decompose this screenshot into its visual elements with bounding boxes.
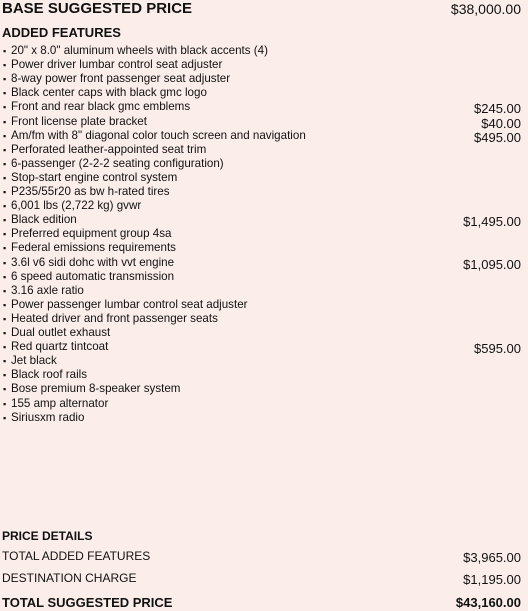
feature-text: Black roof rails: [11, 368, 88, 381]
feature-item: [3, 270, 174, 284]
feature-text: 155 amp alternator: [11, 397, 109, 410]
feature-item: [3, 199, 141, 213]
feature-item: [3, 354, 57, 368]
bullet-icon: ▪: [3, 300, 7, 310]
total-suggested-price-label: TOTAL SUGGESTED PRICE: [2, 595, 173, 610]
feature-item: [3, 44, 268, 58]
feature-item: [3, 115, 147, 129]
feature-text: Preferred equipment group 4sa: [11, 227, 172, 240]
feature-text: 6,001 lbs (2,722 kg) gvwr: [11, 199, 142, 212]
bullet-icon: ▪: [3, 243, 7, 253]
feature-item: [3, 129, 306, 143]
bullet-icon: ▪: [3, 117, 7, 127]
feature-item: [3, 227, 171, 241]
feature-item: [3, 86, 207, 100]
feature-text: P235/55r20 as bw h-rated tires: [11, 185, 170, 198]
total-suggested-price-row: [0, 595, 528, 611]
total-added-features-label: TOTAL ADDED FEATURES: [2, 549, 151, 563]
feature-item: [3, 312, 218, 326]
feature-item: [3, 368, 87, 382]
bullet-icon: ▪: [3, 356, 7, 366]
feature-text: Dual outlet exhaust: [11, 326, 111, 339]
feature-item: [3, 284, 84, 298]
added-features-title: ADDED FEATURES: [2, 25, 121, 40]
feature-text: Siriusxm radio: [11, 411, 85, 424]
feature-text: 3.16 axle ratio: [11, 284, 84, 297]
feature-text: Federal emissions requirements: [11, 241, 176, 254]
destination-charge-label: DESTINATION CHARGE: [2, 571, 137, 585]
bullet-icon: ▪: [3, 413, 7, 423]
feature-item: [3, 58, 222, 72]
base-price-label: BASE SUGGESTED PRICE: [2, 0, 193, 17]
bullet-icon: ▪: [3, 384, 7, 394]
bullet-icon: ▪: [3, 328, 7, 338]
feature-text: Power driver lumbar control seat adjuster: [11, 58, 223, 71]
feature-price: $1,495.00: [463, 214, 521, 229]
bullet-icon: ▪: [3, 370, 7, 380]
total-added-features-value: $3,965.00: [463, 550, 521, 565]
bullet-icon: ▪: [3, 60, 7, 70]
bullet-icon: ▪: [3, 314, 7, 324]
bullet-icon: ▪: [3, 46, 7, 56]
feature-item: [3, 185, 170, 199]
feature-text: Front license plate bracket: [11, 115, 147, 128]
bullet-icon: ▪: [3, 215, 7, 225]
feature-item: [3, 411, 84, 425]
bullet-icon: ▪: [3, 74, 7, 84]
feature-price: $595.00: [474, 341, 521, 356]
feature-price: $245.00: [474, 101, 521, 116]
feature-text: Black center caps with black gmc logo: [11, 86, 207, 99]
bullet-icon: ▪: [3, 272, 7, 282]
total-added-features-row: [0, 549, 528, 565]
feature-text: Front and rear black gmc emblems: [11, 100, 191, 113]
bullet-icon: ▪: [3, 286, 7, 296]
bullet-icon: ▪: [3, 342, 7, 352]
feature-text: 3.6l v6 sidi dohc with vvt engine: [11, 256, 175, 269]
feature-item: [3, 171, 177, 185]
bullet-icon: ▪: [3, 159, 7, 169]
feature-item: [3, 298, 248, 312]
price-details-title: PRICE DETAILS: [2, 529, 93, 543]
feature-text: 6-passenger (2-2-2 seating configuration): [11, 157, 224, 170]
feature-text: Perforated leather-appointed seat trim: [11, 143, 207, 156]
feature-text: Heated driver and front passenger seats: [11, 312, 218, 325]
feature-item: [3, 143, 206, 157]
feature-text: Power passenger lumbar control seat adjuster: [11, 298, 248, 311]
feature-item: [3, 256, 174, 270]
feature-text: Jet black: [11, 354, 57, 367]
feature-item: [3, 382, 180, 396]
feature-item: [3, 340, 108, 354]
feature-text: Black edition: [11, 213, 77, 226]
feature-text: Stop-start engine control system: [11, 171, 178, 184]
feature-text: 20" x 8.0" aluminum wheels with black accents (4): [11, 44, 268, 57]
total-suggested-price-value: $43,160.00: [455, 595, 521, 610]
bullet-icon: ▪: [3, 145, 7, 155]
bullet-icon: ▪: [3, 173, 7, 183]
feature-item: [3, 213, 77, 227]
bullet-icon: ▪: [3, 229, 7, 239]
feature-item: [3, 397, 108, 411]
feature-item: [3, 157, 224, 171]
feature-price: $40.00: [481, 116, 521, 131]
feature-item: [3, 241, 176, 255]
bullet-icon: ▪: [3, 131, 7, 141]
bullet-icon: ▪: [3, 102, 7, 112]
bullet-icon: ▪: [3, 201, 7, 211]
bullet-icon: ▪: [3, 258, 7, 268]
destination-charge-row: [0, 571, 528, 587]
feature-text: Bose premium 8-speaker system: [11, 382, 181, 395]
feature-price: $495.00: [474, 130, 521, 145]
feature-text: 8-way power front passenger seat adjuster: [11, 72, 231, 85]
base-price-value: $38,000.00: [450, 1, 521, 17]
feature-item: [3, 72, 230, 86]
bullet-icon: ▪: [3, 187, 7, 197]
feature-price: $1,095.00: [463, 257, 521, 272]
destination-charge-value: $1,195.00: [463, 572, 521, 587]
feature-item: [3, 326, 110, 340]
feature-text: 6 speed automatic transmission: [11, 270, 175, 283]
feature-item: [3, 100, 190, 114]
feature-text: Red quartz tintcoat: [11, 340, 109, 353]
feature-text: Am/fm with 8" diagonal color touch screen and navigation: [11, 129, 306, 142]
base-price-row: [0, 0, 528, 18]
bullet-icon: ▪: [3, 399, 7, 409]
bullet-icon: ▪: [3, 88, 7, 98]
